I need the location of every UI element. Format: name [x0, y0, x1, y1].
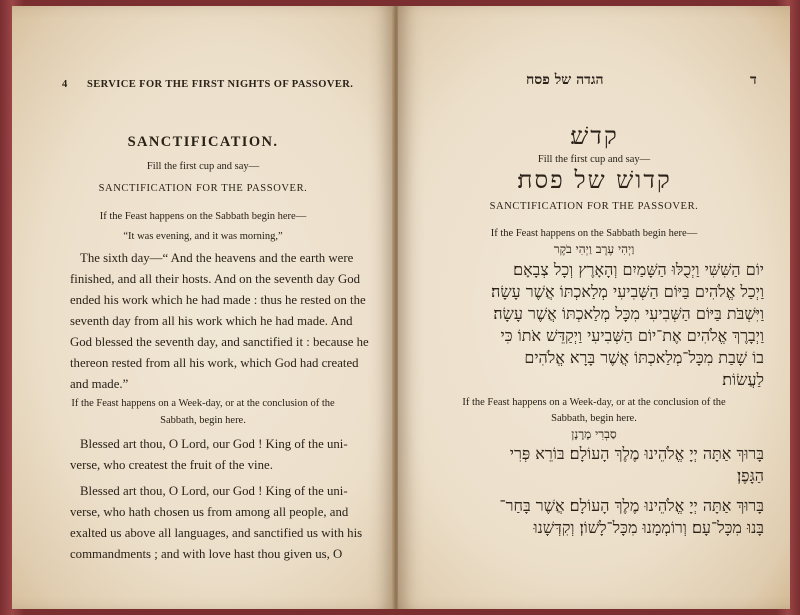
- text-line: The sixth day—“ And the heavens and the earth were: [80, 251, 354, 265]
- text-line: finished, and all their hosts. And on the seventh day God: [70, 272, 361, 286]
- hebrew-small-note: סַבְרִי מָרָנָן: [571, 427, 617, 441]
- weekday-note-line: If the Feast happens on a Week-day, or at the conclusion of the: [462, 397, 726, 408]
- blessing-line: commandments ; and with love hast thou given us, O: [70, 547, 343, 561]
- instruction: Fill the first cup and say—: [146, 161, 260, 172]
- blessing-line: verse, who hath chosen us from among all people, and: [70, 505, 349, 519]
- hebrew-line: בָּנוּ מִכָּל־עָם׃ וְרוֹמְמָנוּ מִכָּל־לָשׁוֹן׃ וְקִדְּשָׁנוּ: [533, 518, 764, 537]
- text-line: and made.”: [70, 377, 129, 391]
- text-line: thereon rested from all his work, which God had created: [70, 356, 359, 370]
- sabbath-note: If the Feast happens on the Sabbath begin here—: [99, 211, 307, 222]
- blessing-line: verse, who createst the fruit of the vine.: [70, 458, 273, 472]
- right-page: [398, 6, 790, 609]
- section-subtitle: SANCTIFICATION FOR THE PASSOVER.: [489, 201, 699, 212]
- left-page: [12, 6, 394, 609]
- text-line: seventh day from all his work which he had made. And: [70, 314, 353, 328]
- quote: “It was evening, and it was morning,”: [123, 231, 283, 242]
- weekday-note-line: Sabbath, begin here.: [551, 413, 637, 424]
- section-subtitle: SANCTIFICATION FOR THE PASSOVER.: [98, 183, 308, 194]
- weekday-note-line: Sabbath, begin here.: [160, 415, 246, 426]
- text-line: God blessed the seventh day, and sanctified it : because he: [70, 335, 369, 349]
- hebrew-subtitle: קדושׁ של פסח׃: [516, 166, 672, 194]
- page-letter: ד: [750, 72, 757, 88]
- hebrew-line: וַיִּשְׁבֹּת בַּיּוֹם הַשְּׁבִיעִי מִכָּל מְלַאכְתּוֹ אֲשֶׁר עָשָׂה׃: [493, 304, 764, 323]
- instruction: Fill the first cup and say—: [537, 154, 651, 165]
- running-head: הגדה של פסח: [526, 72, 604, 88]
- blessing-line: Blessed art thou, O Lord, our God ! King of the uni-: [80, 484, 348, 498]
- text-line: ended his work which he had made : thus he rested on the: [70, 293, 366, 307]
- hebrew-line: בָּרוּךְ אַתָּה יְיָ אֱלֹהֵינוּ מֶלֶךְ הָעוֹלָם׃ בּוֹרֵא פְּרִי: [509, 444, 764, 463]
- hebrew-line: וַיְכַל אֱלֹהִים בַּיּוֹם הַשְּׁבִיעִי מְלַאכְתּוֹ אֲשֶׁר עָשָׂה׃: [491, 282, 764, 301]
- page-number: 4: [62, 79, 68, 90]
- blessing-line: Blessed art thou, O Lord, our God ! King of the uni-: [80, 437, 348, 451]
- weekday-note-line: If the Feast happens on a Week-day, or at the conclusion of the: [71, 398, 335, 409]
- section-title: SANCTIFICATION.: [127, 134, 279, 150]
- hebrew-line: הַגָּפֶן׃: [737, 466, 764, 485]
- section-title: קדשׁ׃: [569, 122, 619, 150]
- sabbath-note: If the Feast happens on the Sabbath begin here—: [490, 228, 698, 239]
- hebrew-quote: וַיְהִי עֶרֶב וַיְהִי בֹקֶר: [553, 242, 635, 256]
- blessing-line: exalted us above all languages, and sanctified us with his: [70, 526, 363, 540]
- hebrew-line: לַעֲשׂוֹת׃: [722, 370, 764, 389]
- running-head: SERVICE FOR THE FIRST NIGHTS OF PASSOVER.: [87, 79, 354, 90]
- hebrew-line: בָּרוּךְ אַתָּה יְיָ אֱלֹהֵינוּ מֶלֶךְ הָעוֹלָם׃ אֲשֶׁר בָּחַר־: [499, 496, 764, 515]
- hebrew-line: וַיְבָרֶךְ אֱלֹהִים אֶת־יוֹם הַשְּׁבִיעִי וַיְקַדֵּשׁ אֹתוֹ כִּי: [500, 326, 764, 345]
- hebrew-line: בוֹ שָׁבַת מִכָּל־מְלַאכְתּוֹ אֲשֶׁר בָּרָא אֱלֹהִים: [524, 348, 764, 367]
- hebrew-line: יוֹם הַשִּׁשִּׁי וַיְכֻלּוּ הַשָּׁמַיִם וְהָאָרֶץ וְכָל צְבָאָם׃: [513, 260, 764, 279]
